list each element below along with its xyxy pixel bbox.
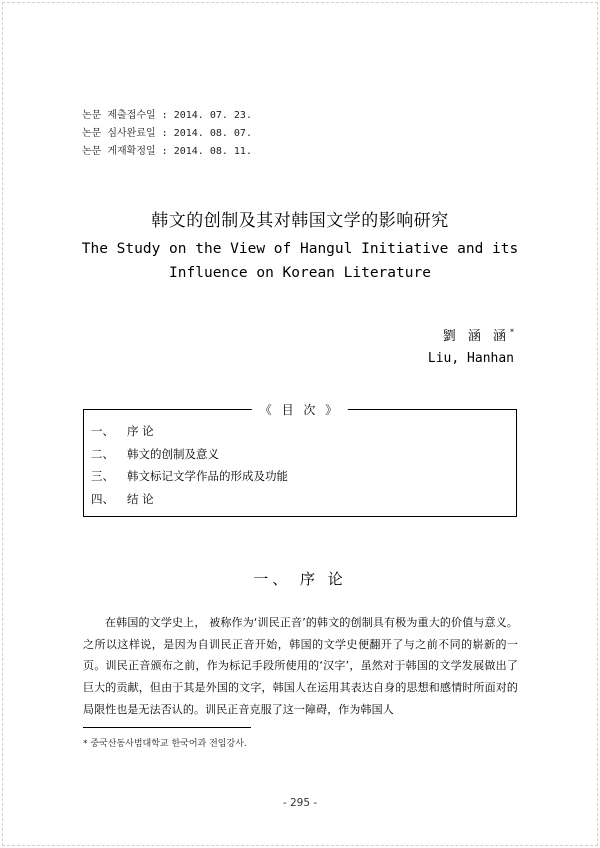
author-cn-text: 劉 涵 涵	[442, 329, 510, 344]
body-paragraph: 在韩国的文学史上， 被称作为‘训民正音’的韩文的创制具有极为重大的价值与意义。之所以这样说，是因为自训民正音开始，韩国的文学史便翻开了与之前不同的崭新的一页。训民正音颁布之前，作为标记手段所使用的‘汉字’，虽然对于韩国的文学发展做出了巨大的贡献，但由于其是外国的文字，韩国人在运用其表达自身的思想和感情时所面对的局限性也是无法否认的。训民正音克服了这一障碍，作为韩国人	[83, 616, 518, 716]
toc-item	[91, 443, 288, 466]
paper-title-chinese: 韩文的创制及其对韩国文学的影响研究	[151, 211, 449, 231]
toc-item-number: 四、	[91, 491, 114, 506]
section-heading: 一、 序 论	[253, 570, 347, 588]
author-name-english: Liu, Hanhan	[427, 351, 514, 366]
title-en-line2: Influence on Korean Literature	[169, 265, 431, 281]
toc-item	[91, 420, 288, 443]
table-of-contents	[83, 403, 517, 517]
toc-item-number: 二、	[91, 446, 114, 461]
date-reviewed: 논문 심사완료일 : 2014. 08. 07.	[82, 128, 252, 139]
submission-dates	[82, 107, 252, 161]
toc-item	[91, 465, 288, 488]
paper-title-english	[0, 237, 600, 285]
date-submitted: 논문 제출접수일 : 2014. 07. 23.	[82, 110, 252, 121]
title-en-line1: The Study on the View of Hangul Initiative and its	[81, 241, 519, 257]
toc-item-number: 一、	[91, 424, 114, 438]
toc-item-number: 三、	[91, 469, 114, 483]
footnote-divider	[83, 727, 251, 728]
toc-item-label: 结 论	[127, 491, 154, 506]
page-number: - 295 -	[282, 797, 318, 809]
author-name-chinese	[443, 325, 514, 344]
toc-item-label: 韩文的创制及意义	[127, 446, 219, 461]
toc-list	[91, 420, 288, 510]
toc-item-label: 序 论	[127, 424, 154, 438]
toc-item-label: 韩文标记文学作品的形成及功能	[127, 469, 288, 483]
toc-item	[91, 488, 288, 511]
toc-heading: 《 目 次 》	[252, 401, 348, 418]
author-footnote-mark: *	[510, 327, 514, 337]
footnote: * 중국산동사범대학교 한국어과 전임강사.	[83, 739, 247, 749]
date-confirmed: 논문 게재확정일 : 2014. 08. 11.	[82, 146, 252, 157]
